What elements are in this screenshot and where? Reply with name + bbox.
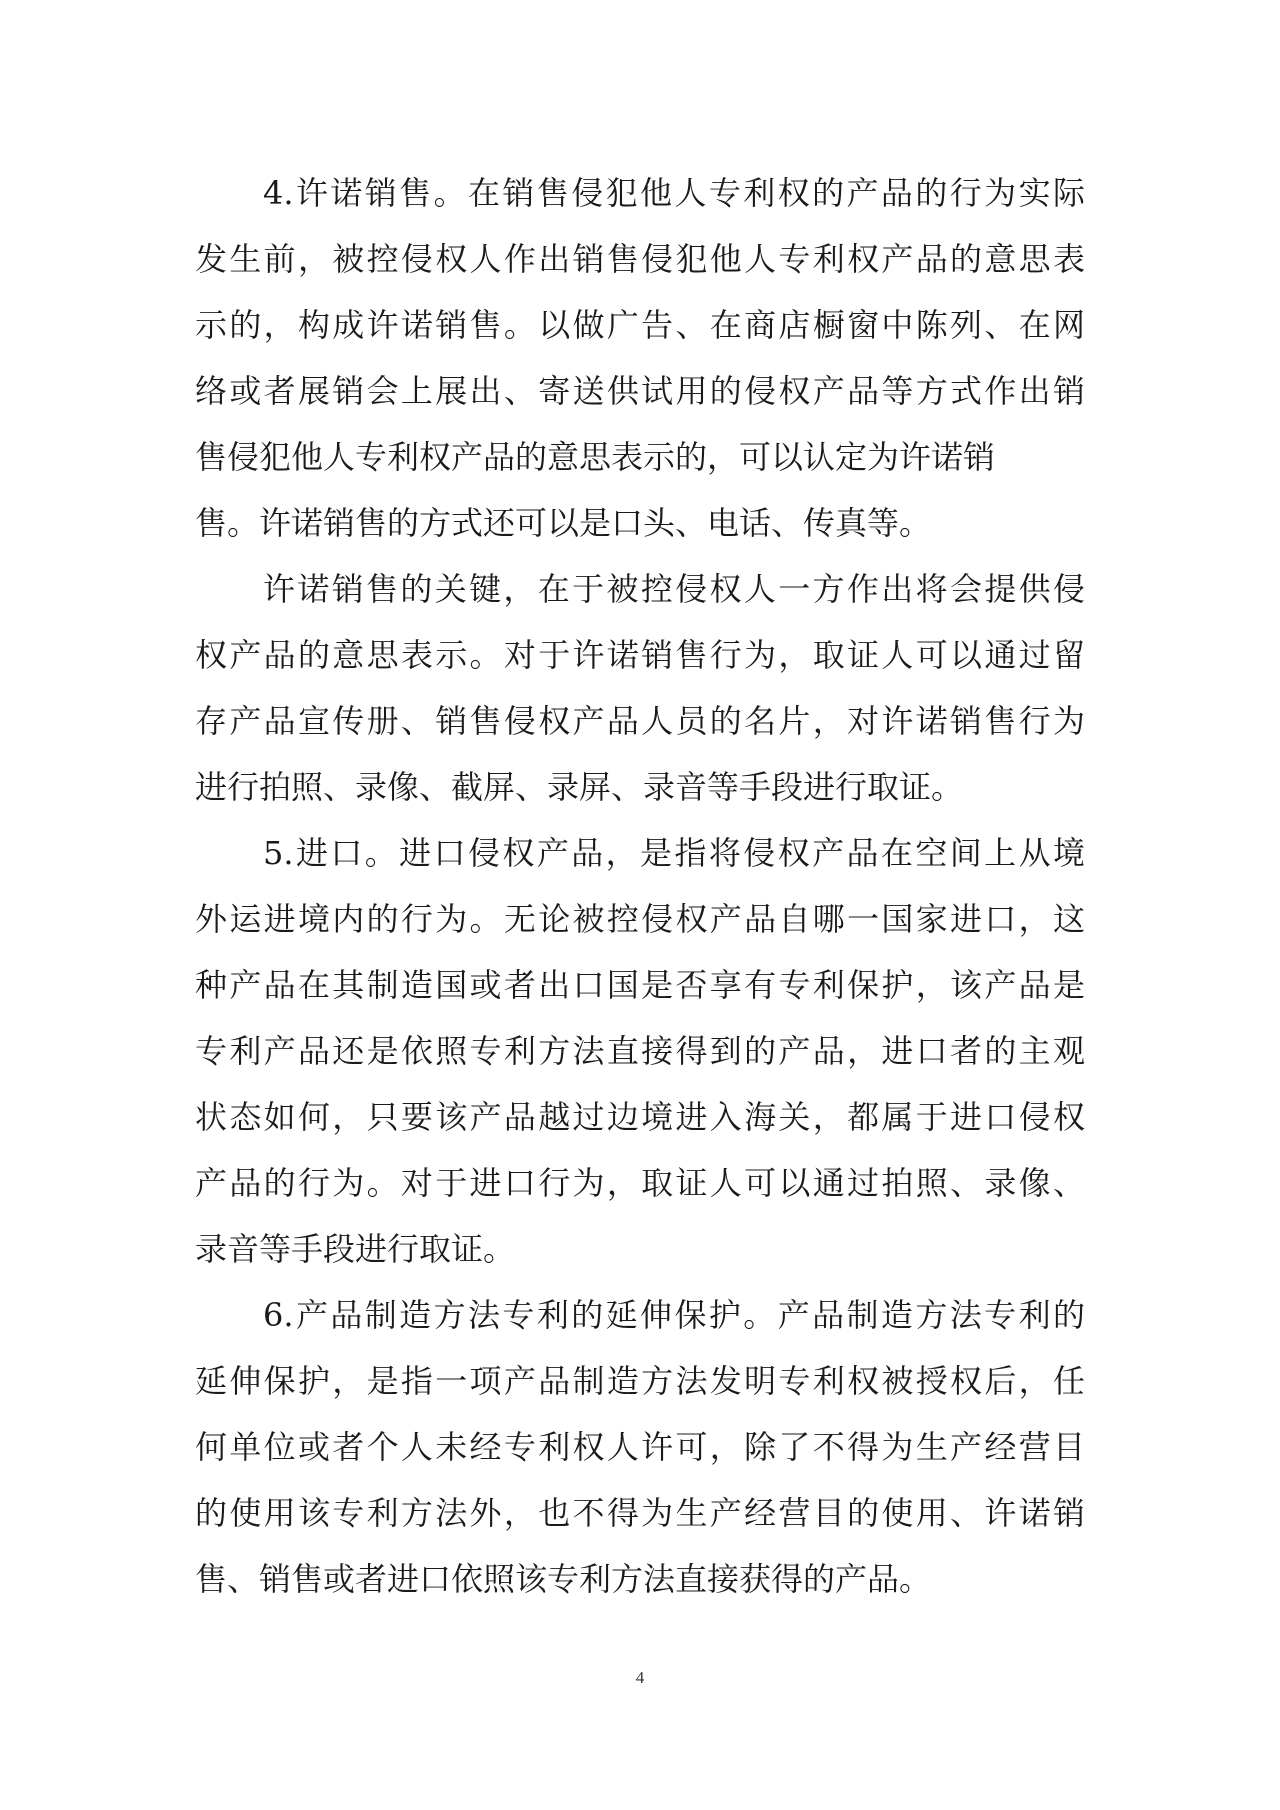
paragraph-line: 产品的行为。对于进口行为，取证人可以通过拍照、录像、 [195, 1164, 1085, 1202]
paragraph-line: 种产品在其制造国或者出口国是否享有专利保护，该产品是 [195, 966, 1085, 1004]
paragraph-line: 许诺销售的关键，在于被控侵权人一方作出将会提供侵 [263, 570, 1085, 608]
paragraph-line: 售、销售或者进口依照该专利方法直接获得的产品。 [195, 1560, 932, 1598]
paragraph-line: 发生前，被控侵权人作出销售侵犯他人专利权产品的意思表 [195, 240, 1085, 278]
paragraph-line: 的使用该专利方法外，也不得为生产经营目的使用、许诺销 [195, 1494, 1085, 1532]
paragraph-line: 售。许诺销售的方式还可以是口头、电话、传真等。 [195, 504, 932, 542]
paragraph-line: 售侵犯他人专利权产品的意思表示的，可以认定为许诺销 [195, 438, 996, 476]
paragraph-line: 进行拍照、录像、截屏、录屏、录音等手段进行取证。 [195, 768, 964, 806]
paragraph-line: 延伸保护，是指一项产品制造方法发明专利权被授权后，任 [195, 1362, 1085, 1400]
paragraph-line: 专利产品还是依照专利方法直接得到的产品，进口者的主观 [195, 1032, 1085, 1070]
paragraph-line: 4.许诺销售。在销售侵犯他人专利权的产品的行为实际 [263, 174, 1085, 212]
paragraph-line: 6.产品制造方法专利的延伸保护。产品制造方法专利的 [263, 1296, 1085, 1334]
paragraph-line: 存产品宣传册、销售侵权产品人员的名片，对许诺销售行为 [195, 702, 1085, 740]
paragraph-line: 示的，构成许诺销售。以做广告、在商店橱窗中陈列、在网 [195, 306, 1085, 344]
paragraph-line: 状态如何，只要该产品越过边境进入海关，都属于进口侵权 [195, 1098, 1085, 1136]
paragraph-line: 何单位或者个人未经专利权人许可，除了不得为生产经营目 [195, 1428, 1085, 1466]
paragraph-line: 权产品的意思表示。对于许诺销售行为，取证人可以通过留 [195, 636, 1085, 674]
paragraph-line: 录音等手段进行取证。 [195, 1230, 516, 1268]
paragraph-line: 络或者展销会上展出、寄送供试用的侵权产品等方式作出销 [195, 372, 1085, 410]
paragraph-line: 外运进境内的行为。无论被控侵权产品自哪一国家进口，这 [195, 900, 1085, 938]
paragraph-line: 5.进口。进口侵权产品，是指将侵权产品在空间上从境 [263, 834, 1085, 872]
page-number: 4 [635, 1668, 645, 1687]
body-text [195, 160, 1085, 1612]
